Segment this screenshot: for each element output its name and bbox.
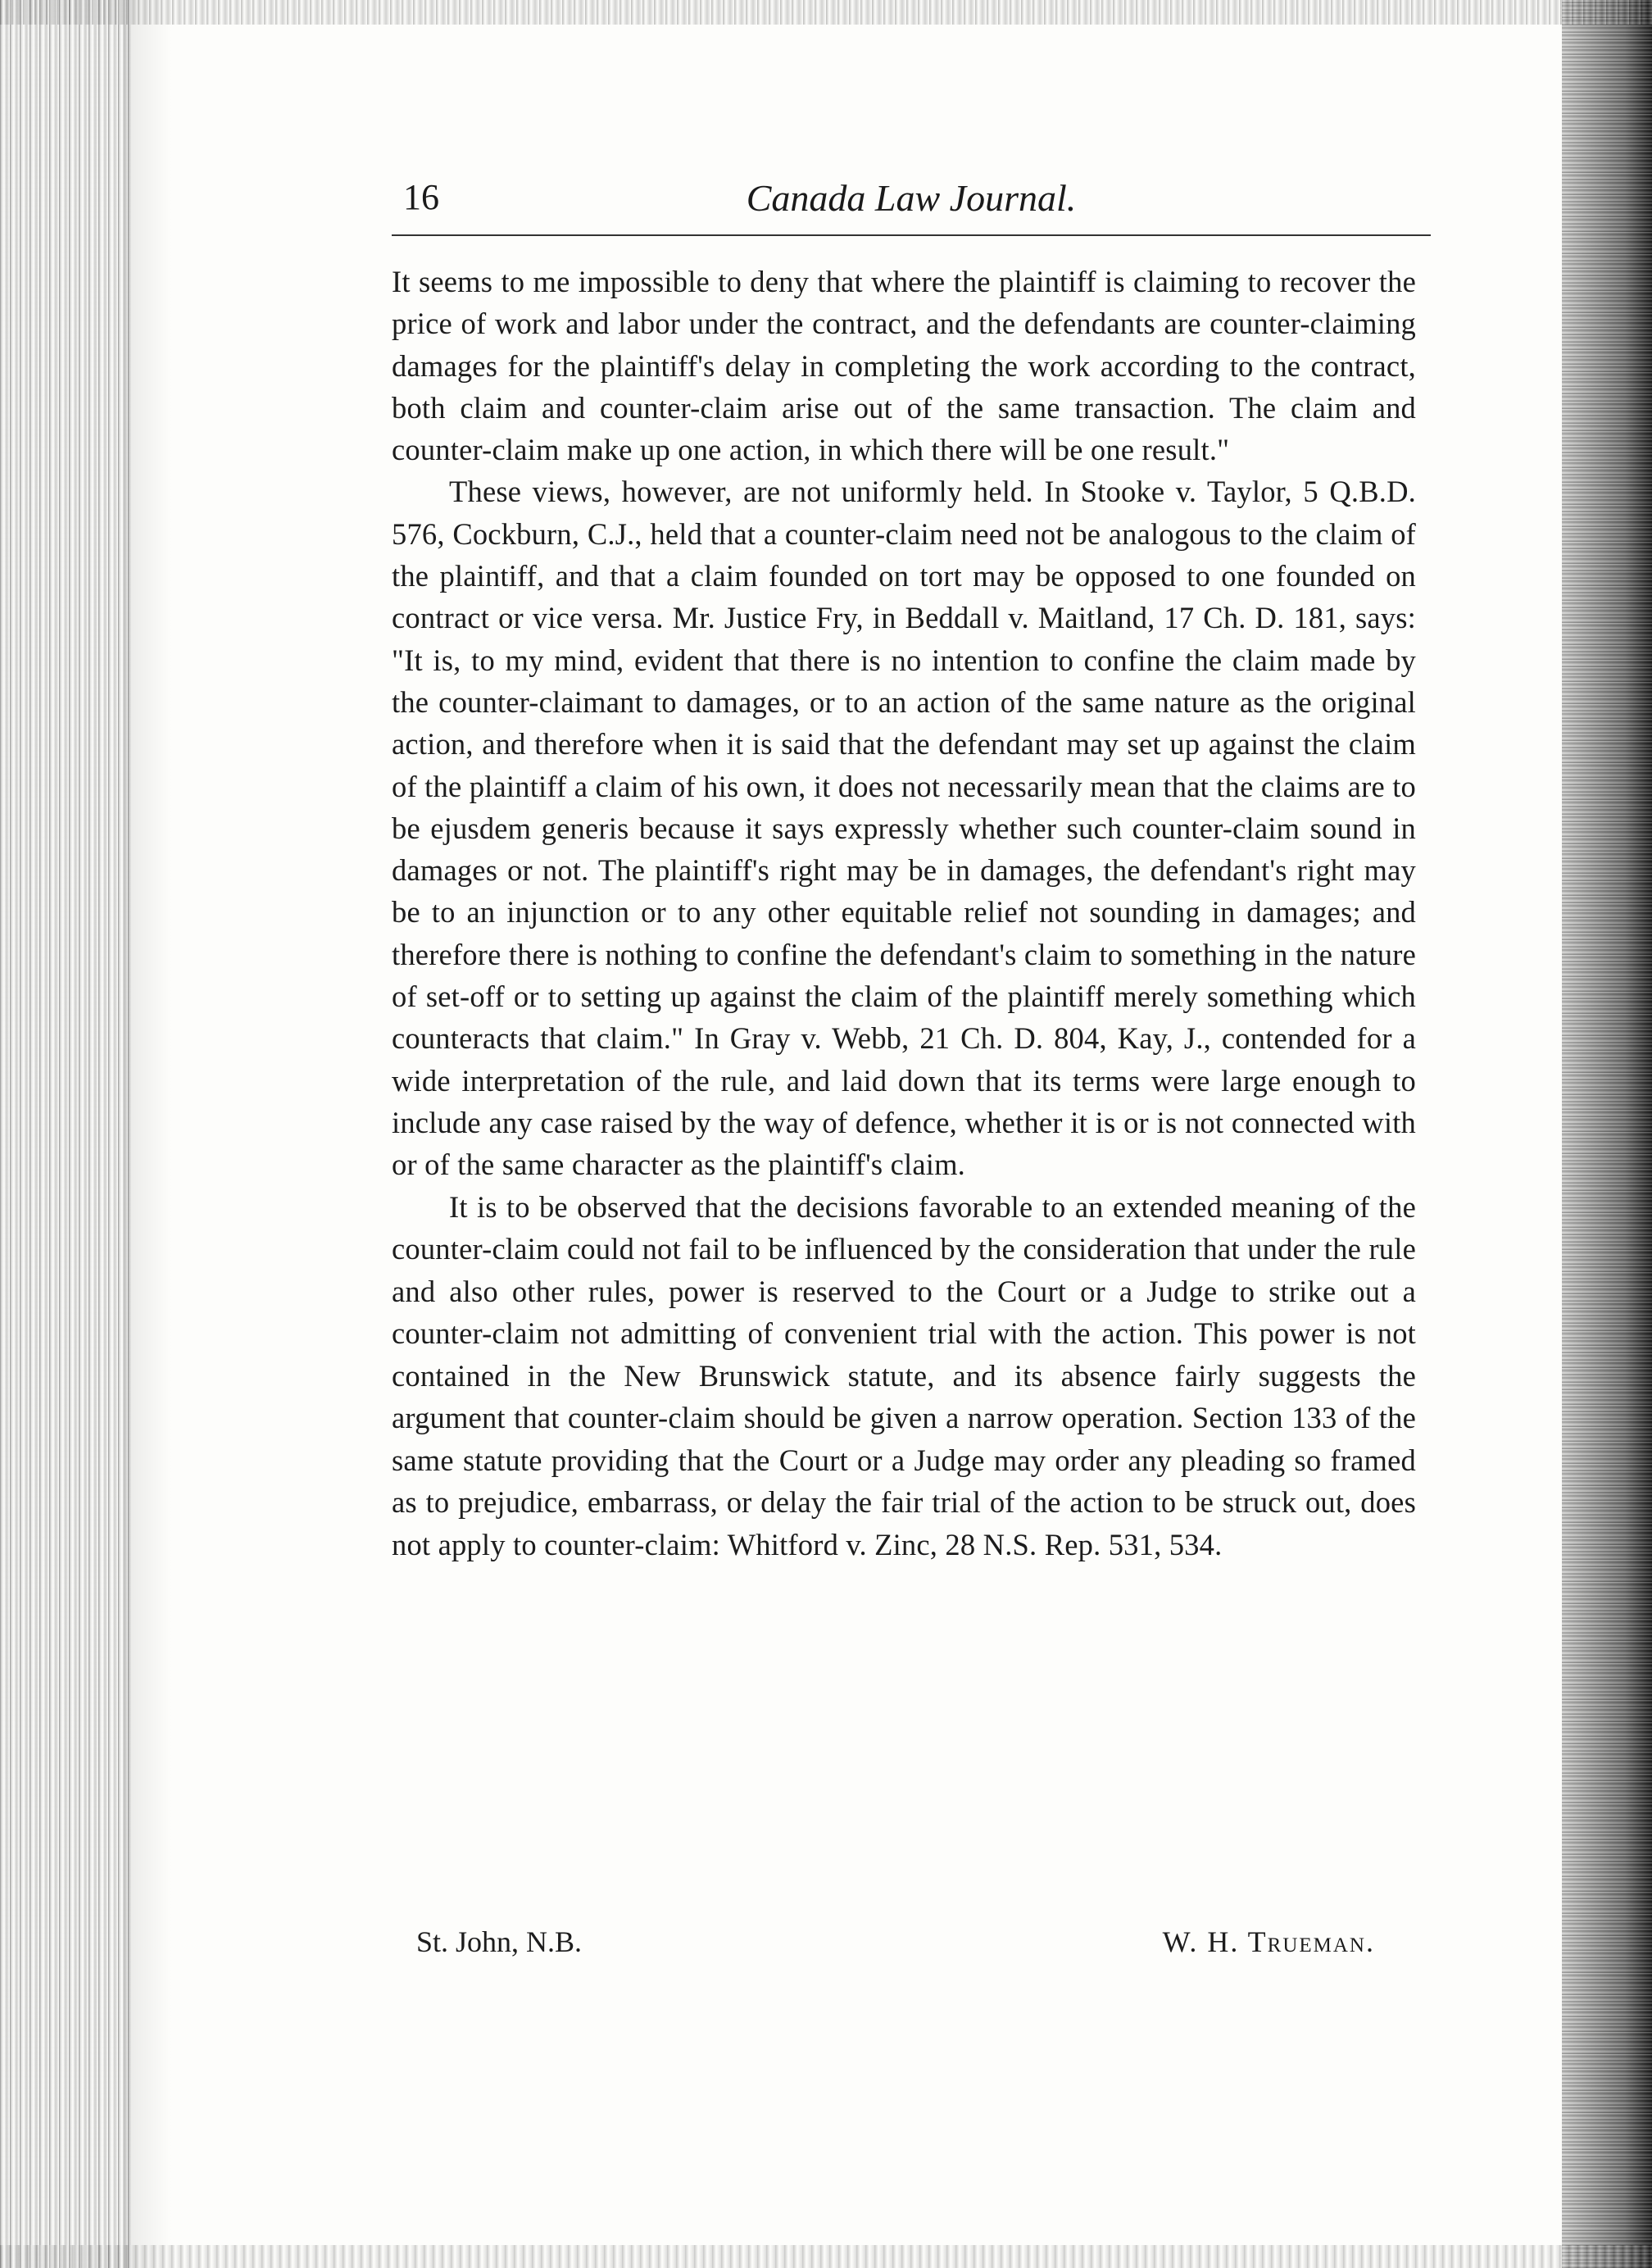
- scan-top-edge: [0, 0, 1652, 25]
- scan-bottom-edge: [0, 2245, 1652, 2268]
- paragraph: It is to be observed that the decisions favorable to an extended meaning of the counter-claim could not fail to be influenced by the consideration that under the rule and also other rules, power is reserved to the Court or a Judge to strike out a counter-claim not admitting of convenient trial with the action. This power is not contained in the New Brunswick statute, and its absence fairly suggests the argument that counter-claim should be given a narrow operation. Section 133 of the same statute providing that the Court or a Judge may order any pleading so framed as to prejudice, embarrass, or delay the fair trial of the action to be struck out, does not apply to counter-claim: Whitford v. Zinc, 28 N.S. Rep. 531, 534.: [392, 1189, 1416, 1561]
- signature-line: [416, 1925, 1375, 1970]
- article-body: [392, 261, 1416, 1566]
- scan-shadow: [123, 0, 172, 2268]
- paragraph: It seems to me impossible to deny that where the plaintiff is claiming to recover the price of work and labor under the contract, and the defendants are counter-claiming damages for the plaintiff's delay in completing the work according to the contract, both claim and counter-claim arise out of the same transaction. The claim and counter-claim make up one action, in which there will be one result.": [392, 265, 1416, 467]
- running-header: [392, 176, 1431, 234]
- scan-right-edge: [1562, 0, 1652, 2268]
- header-rule: [392, 234, 1431, 236]
- scan-binding-edge: [0, 0, 131, 2268]
- page-number: 16: [403, 177, 439, 217]
- signature-place: St. John, N.B.: [416, 1925, 583, 1958]
- journal-title: Canada Law Journal.: [746, 177, 1077, 219]
- paragraph: These views, however, are not uniformly held. In Stooke v. Taylor, 5 Q.B.D. 576, Cockburn, C.J., held that a counter-claim need not be analogous to the claim of the plaintiff, and that a claim founded on tort may be opposed to one founded on contract or vice versa. Mr. Justice Fry, in Beddall v. Maitland, 17 Ch. D. 181, says: "It is, to my mind, evident that there is no intention to confine the claim made by the counter-claimant to damages, or to an action of the same nature as the original action, and therefore when it is said that the defendant may set up against the claim of the plaintiff a claim of his own, it does not necessarily mean that the claims are to be ejusdem generis because it says expressly whether such counter-claim sound in damages or not. The plaintiff's right may be in damages, the defendant's right may be to an injunction or to any other equitable relief not sounding in damages; and therefore there is nothing to confine the defendant's claim to something in the nature of set-off or to setting up against the claim of the plaintiff merely something which counteracts that claim." In Gray v. Webb, 21 Ch. D. 804, Kay, J., contended for a wide interpretation of the rule, and laid down that its terms were large enough to include any case raised by the way of defence, whether it is or is not connected with or of the same character as the plaintiff's claim.: [392, 475, 1416, 1182]
- signature-author: W. H. Trueman.: [1162, 1925, 1375, 1958]
